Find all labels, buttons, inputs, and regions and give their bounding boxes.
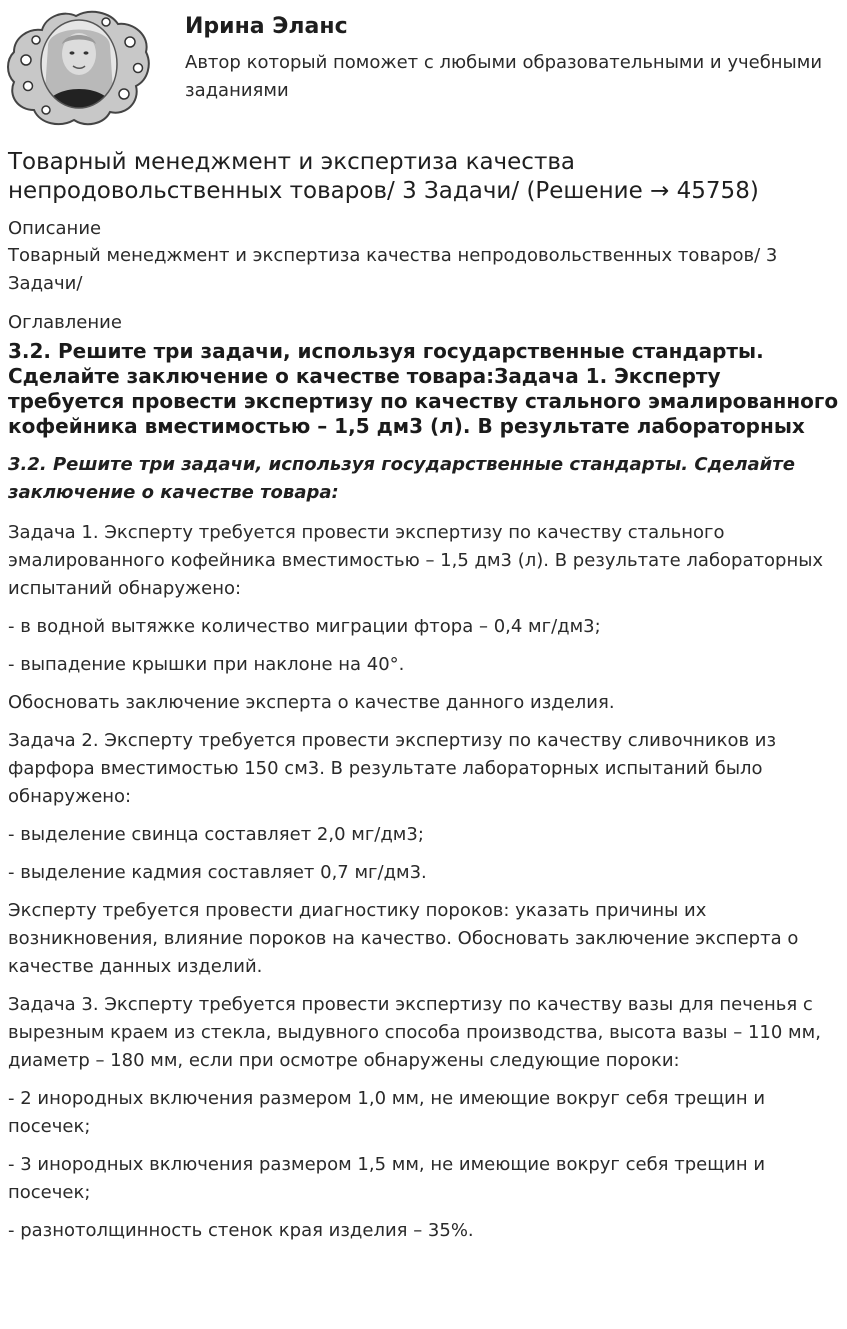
author-avatar: [6, 6, 152, 128]
author-name: Ирина Эланс: [185, 14, 348, 39]
task-3-statement: Задача 3. Эксперту требуется провести экспертизу по качеству вазы для печенья с вырезным краем из стекла, выдувного способа производства, высота вазы – 110 мм, диаметр – 180 мм, если при осмотре обнаружены следующие пороки:: [8, 994, 821, 1071]
task-intro: 3.2. Решите три задачи, используя государственные стандарты. Сделайте заключение о качестве товара:: [8, 454, 795, 503]
task-2-statement: Задача 2. Эксперту требуется провести экспертизу по качеству сливочников из фарфора вместимостью 150 см3. В результате лабораторных испытаний было обнаружено:: [8, 730, 777, 807]
description-label: Описание: [8, 218, 102, 239]
task-3-defect: - 3 инородных включения размером 1,5 мм, не имеющие вокруг себя трещин и посечек;: [8, 1154, 766, 1203]
task-1-question: Обосновать заключение эксперта о качестве данного изделия.: [8, 692, 615, 713]
toc-label: Оглавление: [8, 312, 122, 333]
main-content: [8, 217, 843, 1245]
author-card: [0, 0, 847, 135]
toc-heading: 3.2. Решите три задачи, используя государственные стандарты. Сделайте заключение о качестве товара:Задача 1. Эксперту требуется провести экспертизу по качеству стального эмалированного кофейника вместимостью – 1,5 дм3 (л). В результате лабораторных: [8, 339, 839, 438]
task-2-finding: - выделение свинца составляет 2,0 мг/дм3;: [8, 824, 424, 845]
task-2-finding: - выделение кадмия составляет 0,7 мг/дм3.: [8, 862, 427, 883]
task-1-statement: Задача 1. Эксперту требуется провести экспертизу по качеству стального эмалированного кофейника вместимостью – 1,5 дм3 (л). В результате лабораторных испытаний обнаружено:: [8, 522, 824, 599]
task-1-finding: - выпадение крышки при наклоне на 40°.: [8, 654, 405, 675]
author-description: Автор который поможет с любыми образовательными и учебными заданиями: [185, 52, 823, 101]
task-1-finding: - в водной вытяжке количество миграции фтора – 0,4 мг/дм3;: [8, 616, 601, 637]
page-title: Товарный менеджмент и экспертиза качества непродовольственных товаров/ 3 Задачи/ (Решение → 45758): [8, 149, 759, 204]
task-2-question: Эксперту требуется провести диагностику пороков: указать причины их возникновения, влияние пороков на качество. Обосновать заключение эксперта о качестве данных изделий.: [8, 900, 799, 977]
task-3-defect: - 2 инородных включения размером 1,0 мм, не имеющие вокруг себя трещин и посечек;: [8, 1088, 766, 1137]
task-3-defect: - разнотолщинность стенок края изделия – 35%.: [8, 1220, 474, 1241]
description-text: Товарный менеджмент и экспертиза качества непродовольственных товаров/ 3 Задачи/: [8, 245, 778, 294]
